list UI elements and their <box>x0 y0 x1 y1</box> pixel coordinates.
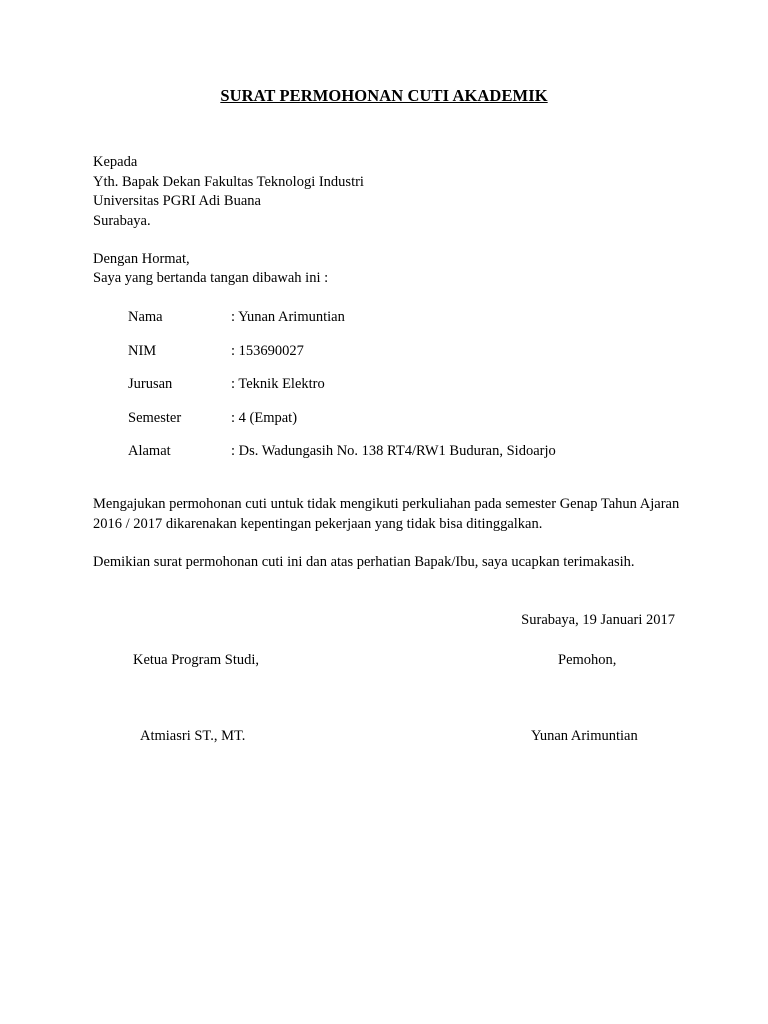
closing-paragraph: Demikian surat permohonan cuti ini dan atas perhatian Bapak/Ibu, saya ucapkan terimakasih. <box>93 554 635 570</box>
field-label-nim: NIM <box>128 343 157 359</box>
signature-left-name: Atmiasri ST., MT. <box>140 728 246 744</box>
field-value-jurusan: : Teknik Elektro <box>231 376 325 392</box>
signature-right-name: Yunan Arimuntian <box>531 728 638 744</box>
field-value-nim: : 153690027 <box>231 343 304 359</box>
intro-line: Saya yang bertanda tangan dibawah ini : <box>93 270 329 286</box>
field-label-nama: Nama <box>128 309 163 325</box>
place-date: Surabaya, 19 Januari 2017 <box>521 612 675 628</box>
recipient-line-2: Yth. Bapak Dekan Fakultas Teknologi Industri <box>93 174 364 190</box>
request-paragraph: Mengajukan permohonan cuti untuk tidak mengikuti perkuliahan pada semester Genap Tahun Ajaran 2016 / 2017 dikarenakan kepentingan pekerjaan yang tidak bisa ditinggalkan. <box>93 496 680 532</box>
signature-right-role: Pemohon, <box>558 652 617 668</box>
greeting: Dengan Hormat, <box>93 251 190 267</box>
field-value-semester: : 4 (Empat) <box>231 410 298 426</box>
recipient-line-3: Universitas PGRI Adi Buana <box>93 193 261 209</box>
signature-left-role: Ketua Program Studi, <box>133 652 260 668</box>
field-value-nama: : Yunan Arimuntian <box>231 309 345 325</box>
field-label-jurusan: Jurusan <box>128 376 173 392</box>
field-label-alamat: Alamat <box>128 443 171 459</box>
recipient-line-4: Surabaya. <box>93 213 151 229</box>
field-value-alamat: : Ds. Wadungasih No. 138 RT4/RW1 Buduran, Sidoarjo <box>231 443 556 459</box>
letter-title: SURAT PERMOHONAN CUTI AKADEMIK <box>220 86 548 105</box>
field-label-semester: Semester <box>128 410 182 426</box>
recipient-line-1: Kepada <box>93 154 138 170</box>
